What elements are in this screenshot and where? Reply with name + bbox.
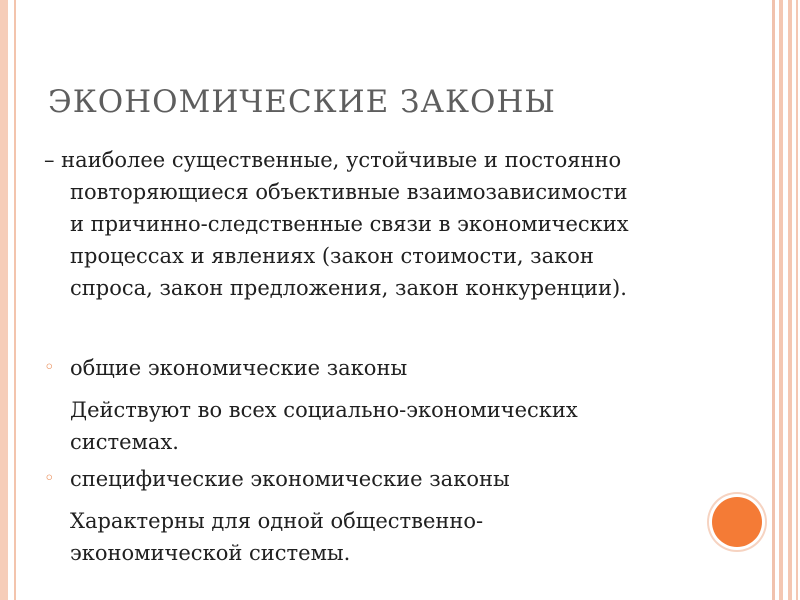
bullet-description (70, 505, 483, 569)
definition-line: и причинно-следственные связи в экономических (70, 212, 629, 236)
bullet-heading: специфические экономические законы (70, 467, 510, 491)
definition-paragraph (44, 144, 734, 304)
bullet-description (70, 394, 578, 458)
right-stripe (796, 0, 798, 600)
right-stripe (772, 0, 775, 600)
left-decor-band (0, 0, 8, 600)
right-decor-stripes (762, 0, 800, 600)
bullet-description-line: Характерны для одной общественно- (70, 509, 484, 533)
right-stripe (779, 0, 783, 600)
orange-circle-decor (712, 497, 762, 547)
definition-line: повторяющиеся объективные взаимозависимости (70, 180, 628, 204)
bullet-description-line: экономической системы. (70, 541, 351, 565)
definition-line: спроса, закон предложения, закон конкуренции). (70, 276, 627, 300)
bullet-description-line: системах. (70, 430, 179, 454)
bullet-icon: ◦ (44, 357, 55, 378)
bullet-item (44, 463, 510, 497)
bullet-icon: ◦ (44, 468, 55, 489)
left-decor-line (14, 0, 16, 600)
bullet-item (44, 352, 407, 386)
slide-title: ЭКОНОМИЧЕСКИЕ ЗАКОНЫ (48, 84, 556, 120)
definition-line: процессах и явлениях (закон стоимости, закон (70, 244, 594, 268)
bullet-heading: общие экономические законы (70, 356, 408, 380)
definition-line: – наиболее существенные, устойчивые и постоянно (44, 148, 622, 172)
right-stripe (788, 0, 792, 600)
bullet-description-line: Действуют во всех социально-экономических (70, 398, 578, 422)
